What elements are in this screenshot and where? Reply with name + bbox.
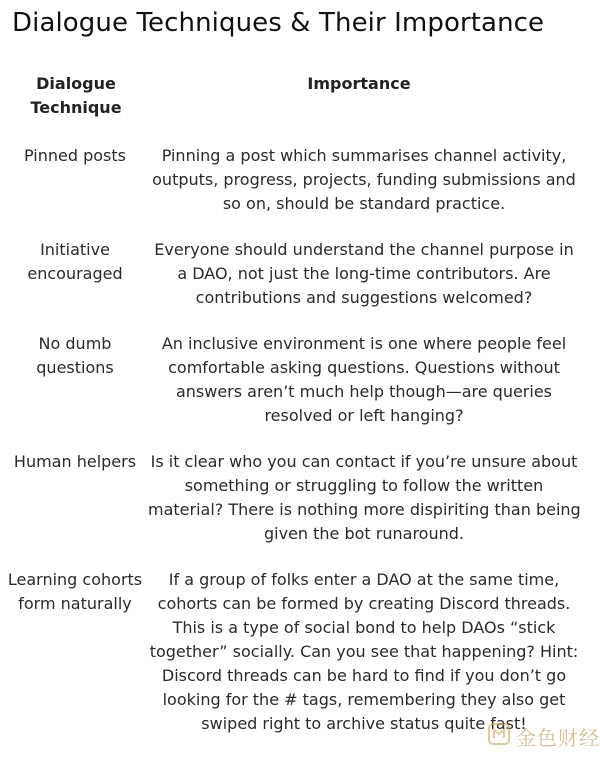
importance-line: contributions and suggestions welcomed? (195, 288, 533, 307)
importance-line: outputs, progress, projects, funding submissions and (152, 170, 576, 189)
technique-cell (0, 144, 150, 168)
technique-line: encouraged (27, 264, 123, 283)
technique-cell (0, 332, 150, 380)
page-title: Dialogue Techniques & Their Importance (12, 8, 545, 38)
technique-line: Initiative (40, 240, 110, 259)
importance-line: Is it clear who you can contact if you’re unsure about (150, 452, 578, 471)
importance-line: If a group of folks enter a DAO at the same time, (168, 570, 560, 589)
importance-line: together” socially. Can you see that happening? Hint: (149, 642, 579, 661)
golden-finance-logo-icon (488, 723, 510, 749)
importance-cell (148, 332, 580, 428)
importance-line: cohorts can be formed by creating Discord threads. (157, 594, 571, 613)
column-header-technique (18, 72, 134, 120)
technique-line: Pinned posts (24, 146, 126, 165)
importance-line: Everyone should understand the channel purpose in (154, 240, 574, 259)
importance-line: something or struggling to follow the written (184, 476, 544, 495)
importance-line: looking for the # tags, remembering they also get (162, 690, 566, 709)
importance-cell (148, 568, 580, 736)
column-header-technique-line: Dialogue (36, 74, 116, 93)
importance-line: comfortable asking questions. Questions without (168, 358, 560, 377)
technique-cell (0, 568, 150, 616)
technique-cell (0, 450, 150, 474)
importance-line: resolved or left hanging? (264, 406, 464, 425)
column-header-technique-line: Technique (30, 98, 122, 117)
technique-cell (0, 238, 150, 286)
importance-line: a DAO, not just the long-time contributors. Are (177, 264, 551, 283)
importance-cell (148, 144, 580, 216)
watermark-text: 金色财经 (516, 725, 600, 750)
importance-line: given the bot runaround. (264, 524, 464, 543)
column-header-importance: Importance (307, 74, 411, 93)
importance-cell (148, 450, 580, 546)
importance-line: material? There is nothing more dispiriting than being (148, 500, 581, 519)
technique-line: No dumb (38, 334, 112, 353)
importance-line: This is a type of social bond to help DAOs “stick (172, 618, 556, 637)
importance-line: An inclusive environment is one where people feel (161, 334, 567, 353)
importance-line: swiped right to archive status quite fast! (201, 714, 527, 733)
importance-line: Discord threads can be hard to find if you don’t go (161, 666, 567, 685)
technique-line: Learning cohorts (7, 570, 143, 589)
watermark (488, 723, 600, 749)
importance-line: Pinning a post which summarises channel activity, (161, 146, 567, 165)
technique-line: questions (36, 358, 114, 377)
importance-cell (148, 238, 580, 310)
technique-line: form naturally (18, 594, 132, 613)
importance-line: so on, should be standard practice. (222, 194, 506, 213)
technique-line: Human helpers (13, 452, 137, 471)
importance-line: answers aren’t much help though—are queries (175, 382, 553, 401)
